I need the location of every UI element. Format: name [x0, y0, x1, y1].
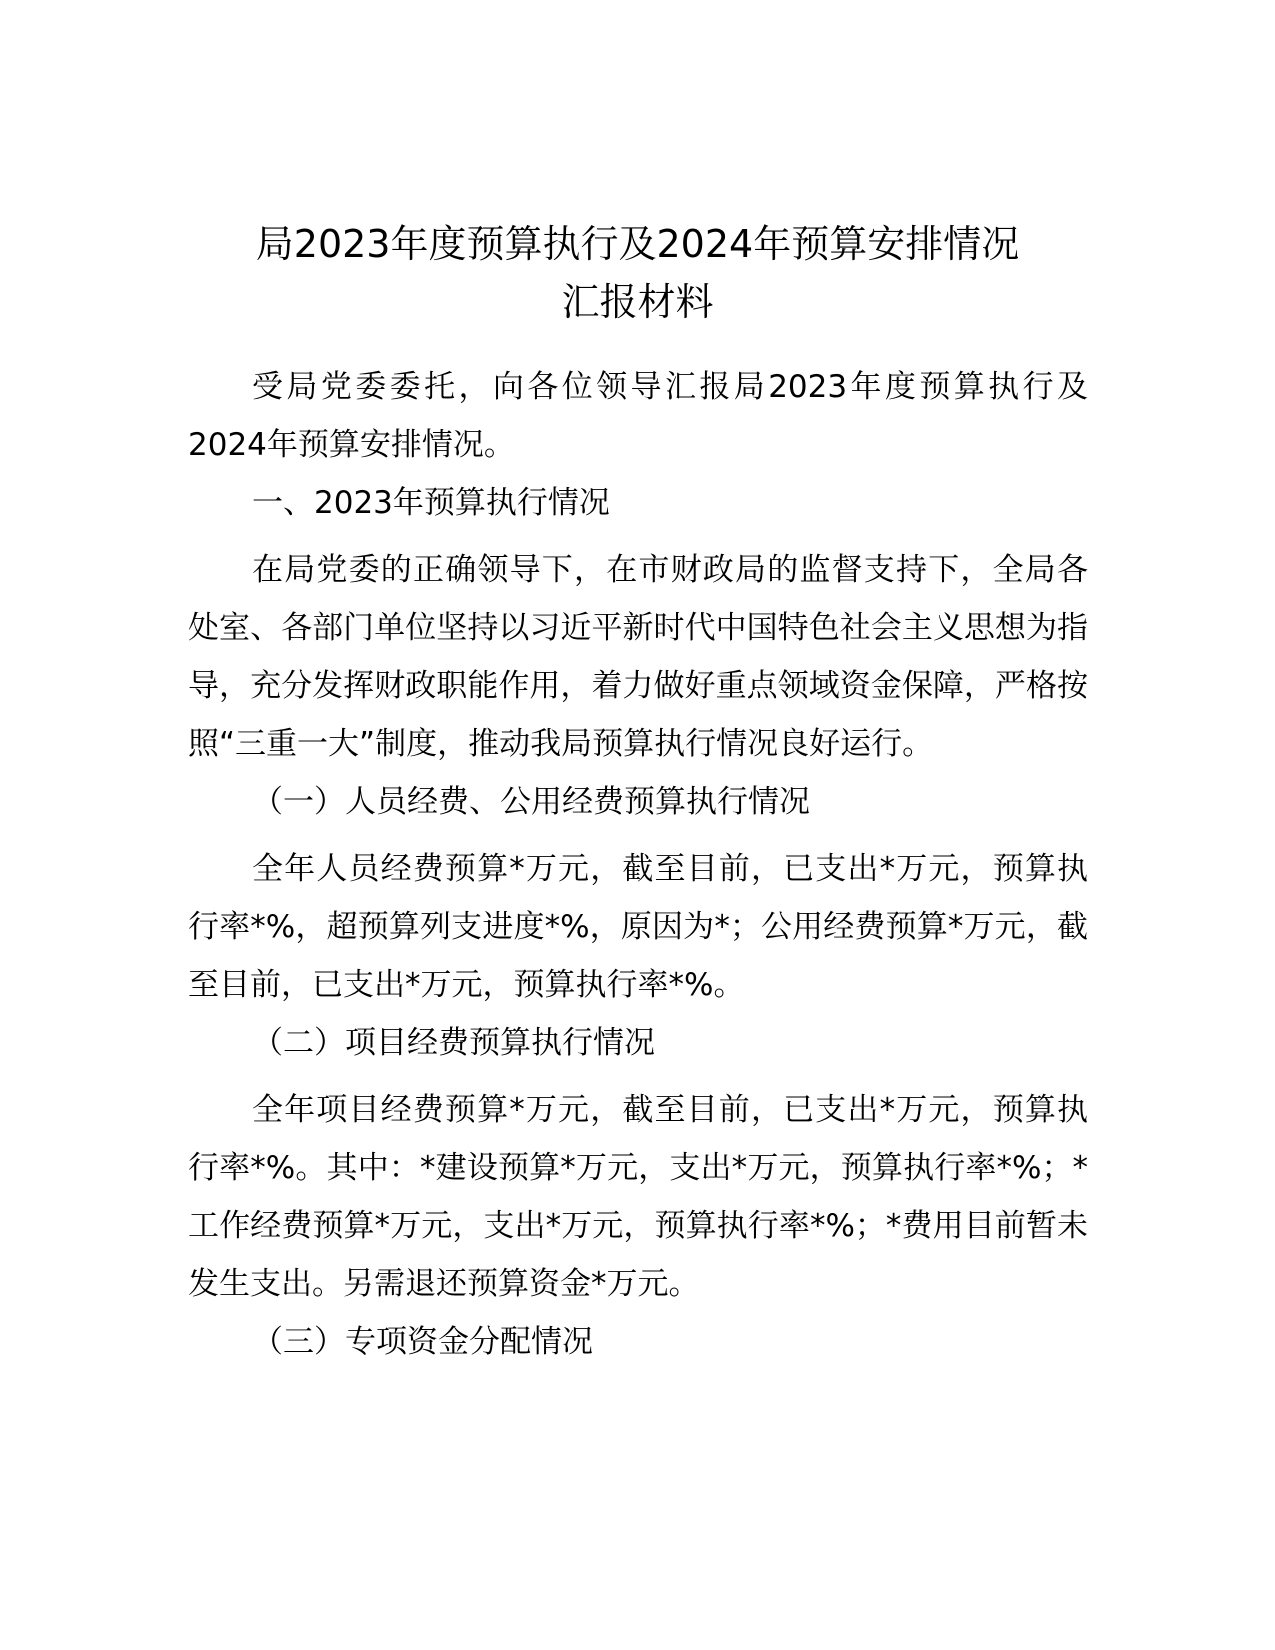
section-heading-1: 一、2023年预算执行情况 [252, 485, 610, 521]
document-body [188, 358, 1088, 1371]
section-1-paragraph: 在局党委的正确领导下，在市财政局的监督支持下，全局各处室、各部门单位坚持以习近平新时代中国特色社会主义思想为指导，充分发挥财政职能作用，着力做好重点领域资金保障，严格按照“三重一大”制度，推动我局预算执行情况良好运行。 [188, 552, 1088, 762]
title-line-1: 局2023年度预算执行及2024年预算安排情况 [255, 222, 1020, 266]
subsection-heading-3: （三）专项资金分配情况 [252, 1324, 593, 1360]
subsection-heading-1: （一）人员经费、公用经费预算执行情况 [252, 784, 810, 820]
intro-paragraph: 受局党委委托，向各位领导汇报局2023年度预算执行及2024年预算安排情况。 [188, 369, 1088, 463]
document-title [150, 215, 1125, 331]
subsection-2-paragraph: 全年项目经费预算*万元，截至目前，已支出*万元，预算执行率*%。其中：*建设预算*万元，支出*万元，预算执行率*%；*工作经费预算*万元，支出*万元，预算执行率*%；*费用目前暂未发生支出。另需退还预算资金*万元。 [188, 1092, 1088, 1302]
subsection-heading-2: （二）项目经费预算执行情况 [252, 1025, 655, 1061]
title-line-2: 汇报材料 [561, 280, 714, 324]
subsection-1-paragraph: 全年人员经费预算*万元，截至目前，已支出*万元，预算执行率*%，超预算列支进度*%，原因为*；公用经费预算*万元，截至目前，已支出*万元，预算执行率*%。 [188, 851, 1088, 1003]
